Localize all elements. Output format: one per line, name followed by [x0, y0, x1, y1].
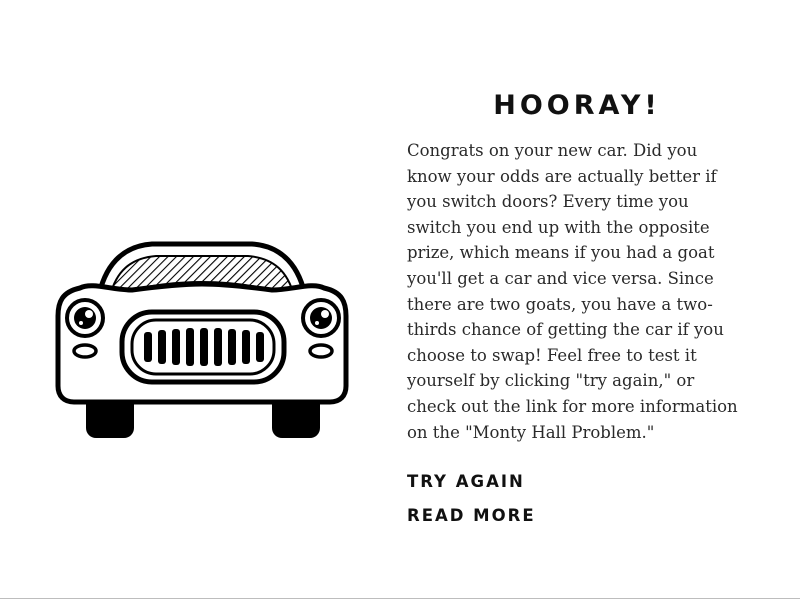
car-icon: [52, 236, 352, 442]
car-illustration: [52, 236, 352, 442]
left-fog-light: [74, 345, 96, 357]
result-message: Congrats on your new car. Did you know your odds are actually better if you switch doors? Every time you switch you end up with the opposite prize, which means if you had a goat you'll get a car and vice versa. Since there are two goats, you have a two-thirds chance of getting the car if you choose to swap! Feel free to test it yourself by clicking "try again," or check out the link for more information on the "Monty Hall Problem.": [407, 141, 738, 442]
right-fog-light: [310, 345, 332, 357]
read-more-link[interactable]: READ MORE: [407, 506, 536, 526]
result-title: HOORAY!: [493, 90, 661, 121]
result-panel: [407, 88, 747, 533]
try-again-link[interactable]: TRY AGAIN: [407, 472, 525, 492]
